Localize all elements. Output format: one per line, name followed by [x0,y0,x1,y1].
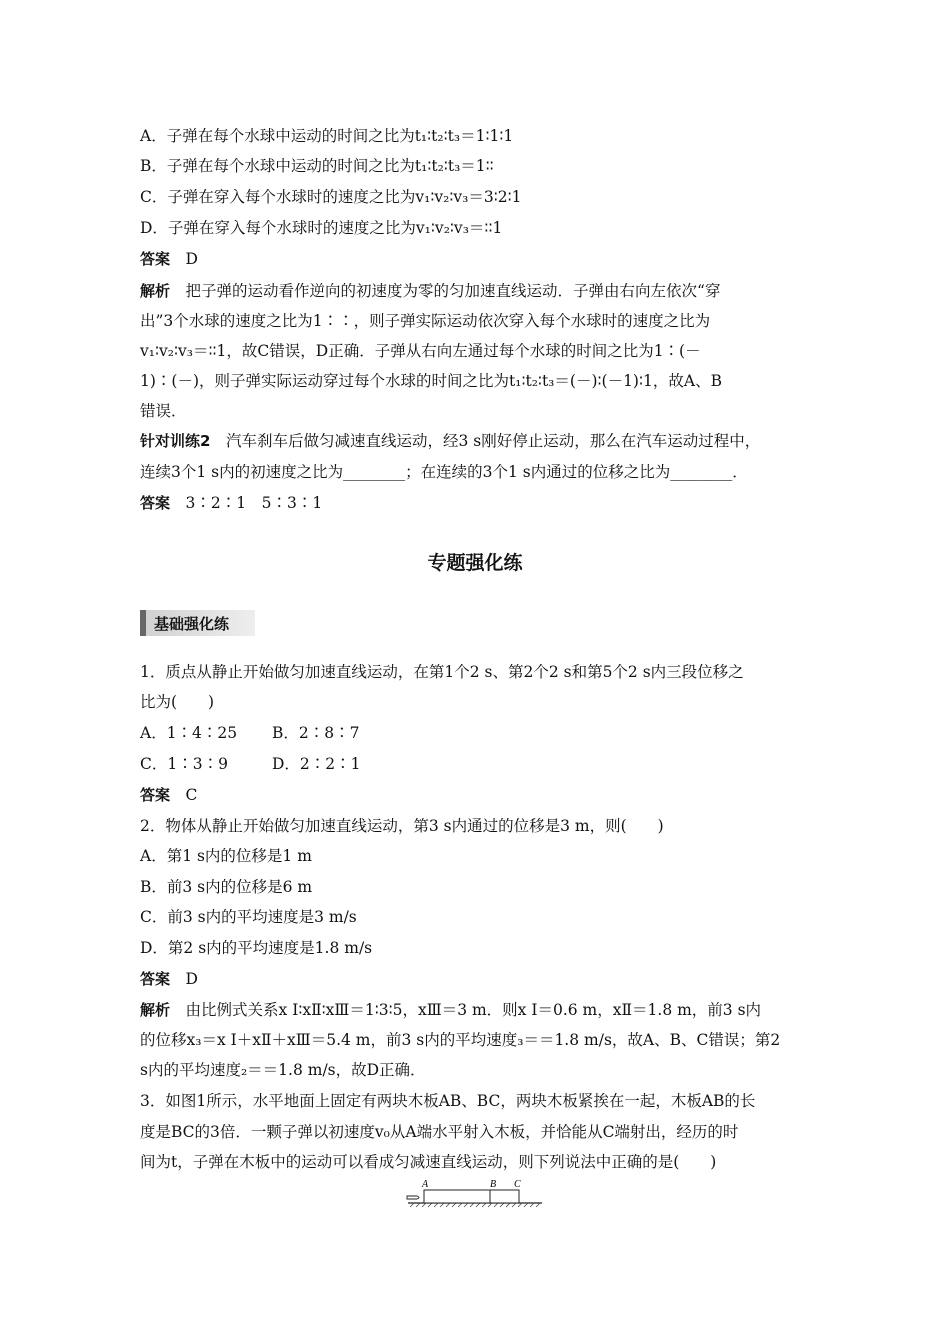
label-c: C [514,1179,521,1190]
answer-label: 答案 [140,250,171,268]
answer-label: 答案 [140,786,171,804]
q1-option-a: A．1∶4∶25 [140,724,238,742]
option-c: C．子弹在穿入每个水球时的速度之比为v₁∶v₂∶v₃＝3∶2∶1 [140,188,522,206]
training-text: 连续3个1 s内的初速度之比为________；在连续的3个1 s内通过的位移之比为________． [140,463,748,481]
option-a: A．子弹在每个水球中运动的时间之比为t₁∶t₂∶t₃＝1∶1∶1 [140,127,514,145]
board-bc [490,1190,519,1203]
q2-answer [140,968,198,990]
analysis-text: 由比例式关系x Ⅰ∶xⅡ∶xⅢ＝1∶3∶5，xⅢ＝3 m．则x Ⅰ＝0.6 m，xⅡ＝1.8 m，前3 s内 [185,1001,762,1019]
bullet-icon [407,1196,419,1199]
q3-stem: 3．如图1所示，水平地面上固定有两块木板AB、BC，两块木板紧挨在一起，木板AB的长 [140,1092,756,1110]
answer-line [140,248,198,270]
option-b: B．子弹在每个水球中运动的时间之比为t₁∶t₂∶t₃＝1∶∶ [140,157,494,175]
training-text: 汽车刹车后做匀减速直线运动，经3 s刚好停止运动，那么在汽车运动过程中， [225,432,761,450]
section-title: 专题强化练 [427,552,523,574]
answer-line [140,492,322,514]
answer-value: D [185,250,198,268]
answer-value: D [185,970,198,988]
answer-label: 答案 [140,970,171,988]
q1-option-c: C．1∶3∶9 [140,755,228,773]
q1-stem: 比为( ) [140,693,215,711]
analysis-label: 解析 [140,282,171,300]
option-d: D．子弹在穿入每个水球时的速度之比为v₁∶v₂∶v₃＝∶∶1 [140,219,503,237]
analysis-text: v₁∶v₂∶v₃＝∶∶1，故C错误，D正确．子弹从右向左通过每个水球的时间之比为1∶(－ [140,342,701,360]
training-line [140,430,760,452]
q2-option-a: A．第1 s内的位移是1 m [140,847,312,865]
analysis-text: 的位移x₃＝x Ⅰ＋xⅡ＋xⅢ＝5.4 m，前3 s内的平均速度₃＝＝1.8 m/s，故A、B、C错误；第2 [140,1031,781,1049]
banner-text: 基础强化练 [154,615,230,633]
q1-option-d: D．2∶2∶1 [272,755,361,773]
label-a: A [422,1179,429,1190]
q2-stem: 2．物体从静止开始做匀加速直线运动，第3 s内通过的位移是3 m，则( ) [140,817,664,835]
q1-option-b: B．2∶8∶7 [272,724,360,742]
label-b: B [490,1179,497,1190]
q2-analysis [140,999,761,1021]
analysis-text: 1)∶(－)，则子弹实际运动穿过每个水球的时间之比为t₁∶t₂∶t₃＝(－)∶(－1)∶1，故A、B [140,372,722,390]
q1-answer [140,784,197,806]
board-figure [404,1176,544,1210]
q2-option-d: D．第2 s内的平均速度是1.8 m/s [140,939,373,957]
q3-stem: 度是BC的3倍．一颗子弹以初速度v₀从A端水平射入木板，并恰能从C端射出，经历的时 [140,1123,739,1141]
analysis-text: 把子弹的运动看作逆向的初速度为零的匀加速直线运动．子弹由右向左依次“穿 [185,282,721,300]
q2-option-c: C．前3 s内的平均速度是3 m/s [140,908,357,926]
analysis-line [140,280,720,302]
answer-value: C [185,786,198,804]
training-label: 针对训练2 [140,432,211,450]
analysis-text: 错误． [140,402,187,420]
answer-value: 3∶2∶1 5∶3∶1 [185,494,323,512]
banner-bar [140,610,146,636]
analysis-text: 出”3个水球的速度之比为1∶∶，则子弹实际运动依次穿入每个水球时的速度之比为 [140,312,711,330]
q3-stem: 间为t，子弹在木板中的运动可以看成匀减速直线运动，则下列说法中正确的是( ) [140,1153,717,1171]
q2-option-b: B．前3 s内的位移是6 m [140,878,313,896]
analysis-label: 解析 [140,1001,171,1019]
board-ab [424,1190,490,1203]
analysis-text: s内的平均速度₂＝＝1.8 m/s，故D正确． [140,1061,426,1079]
answer-label: 答案 [140,494,171,512]
q1-stem: 1．质点从静止开始做匀加速直线运动，在第1个2 s、第2个2 s和第5个2 s内三段位移之 [140,663,744,681]
section-banner [140,610,255,636]
